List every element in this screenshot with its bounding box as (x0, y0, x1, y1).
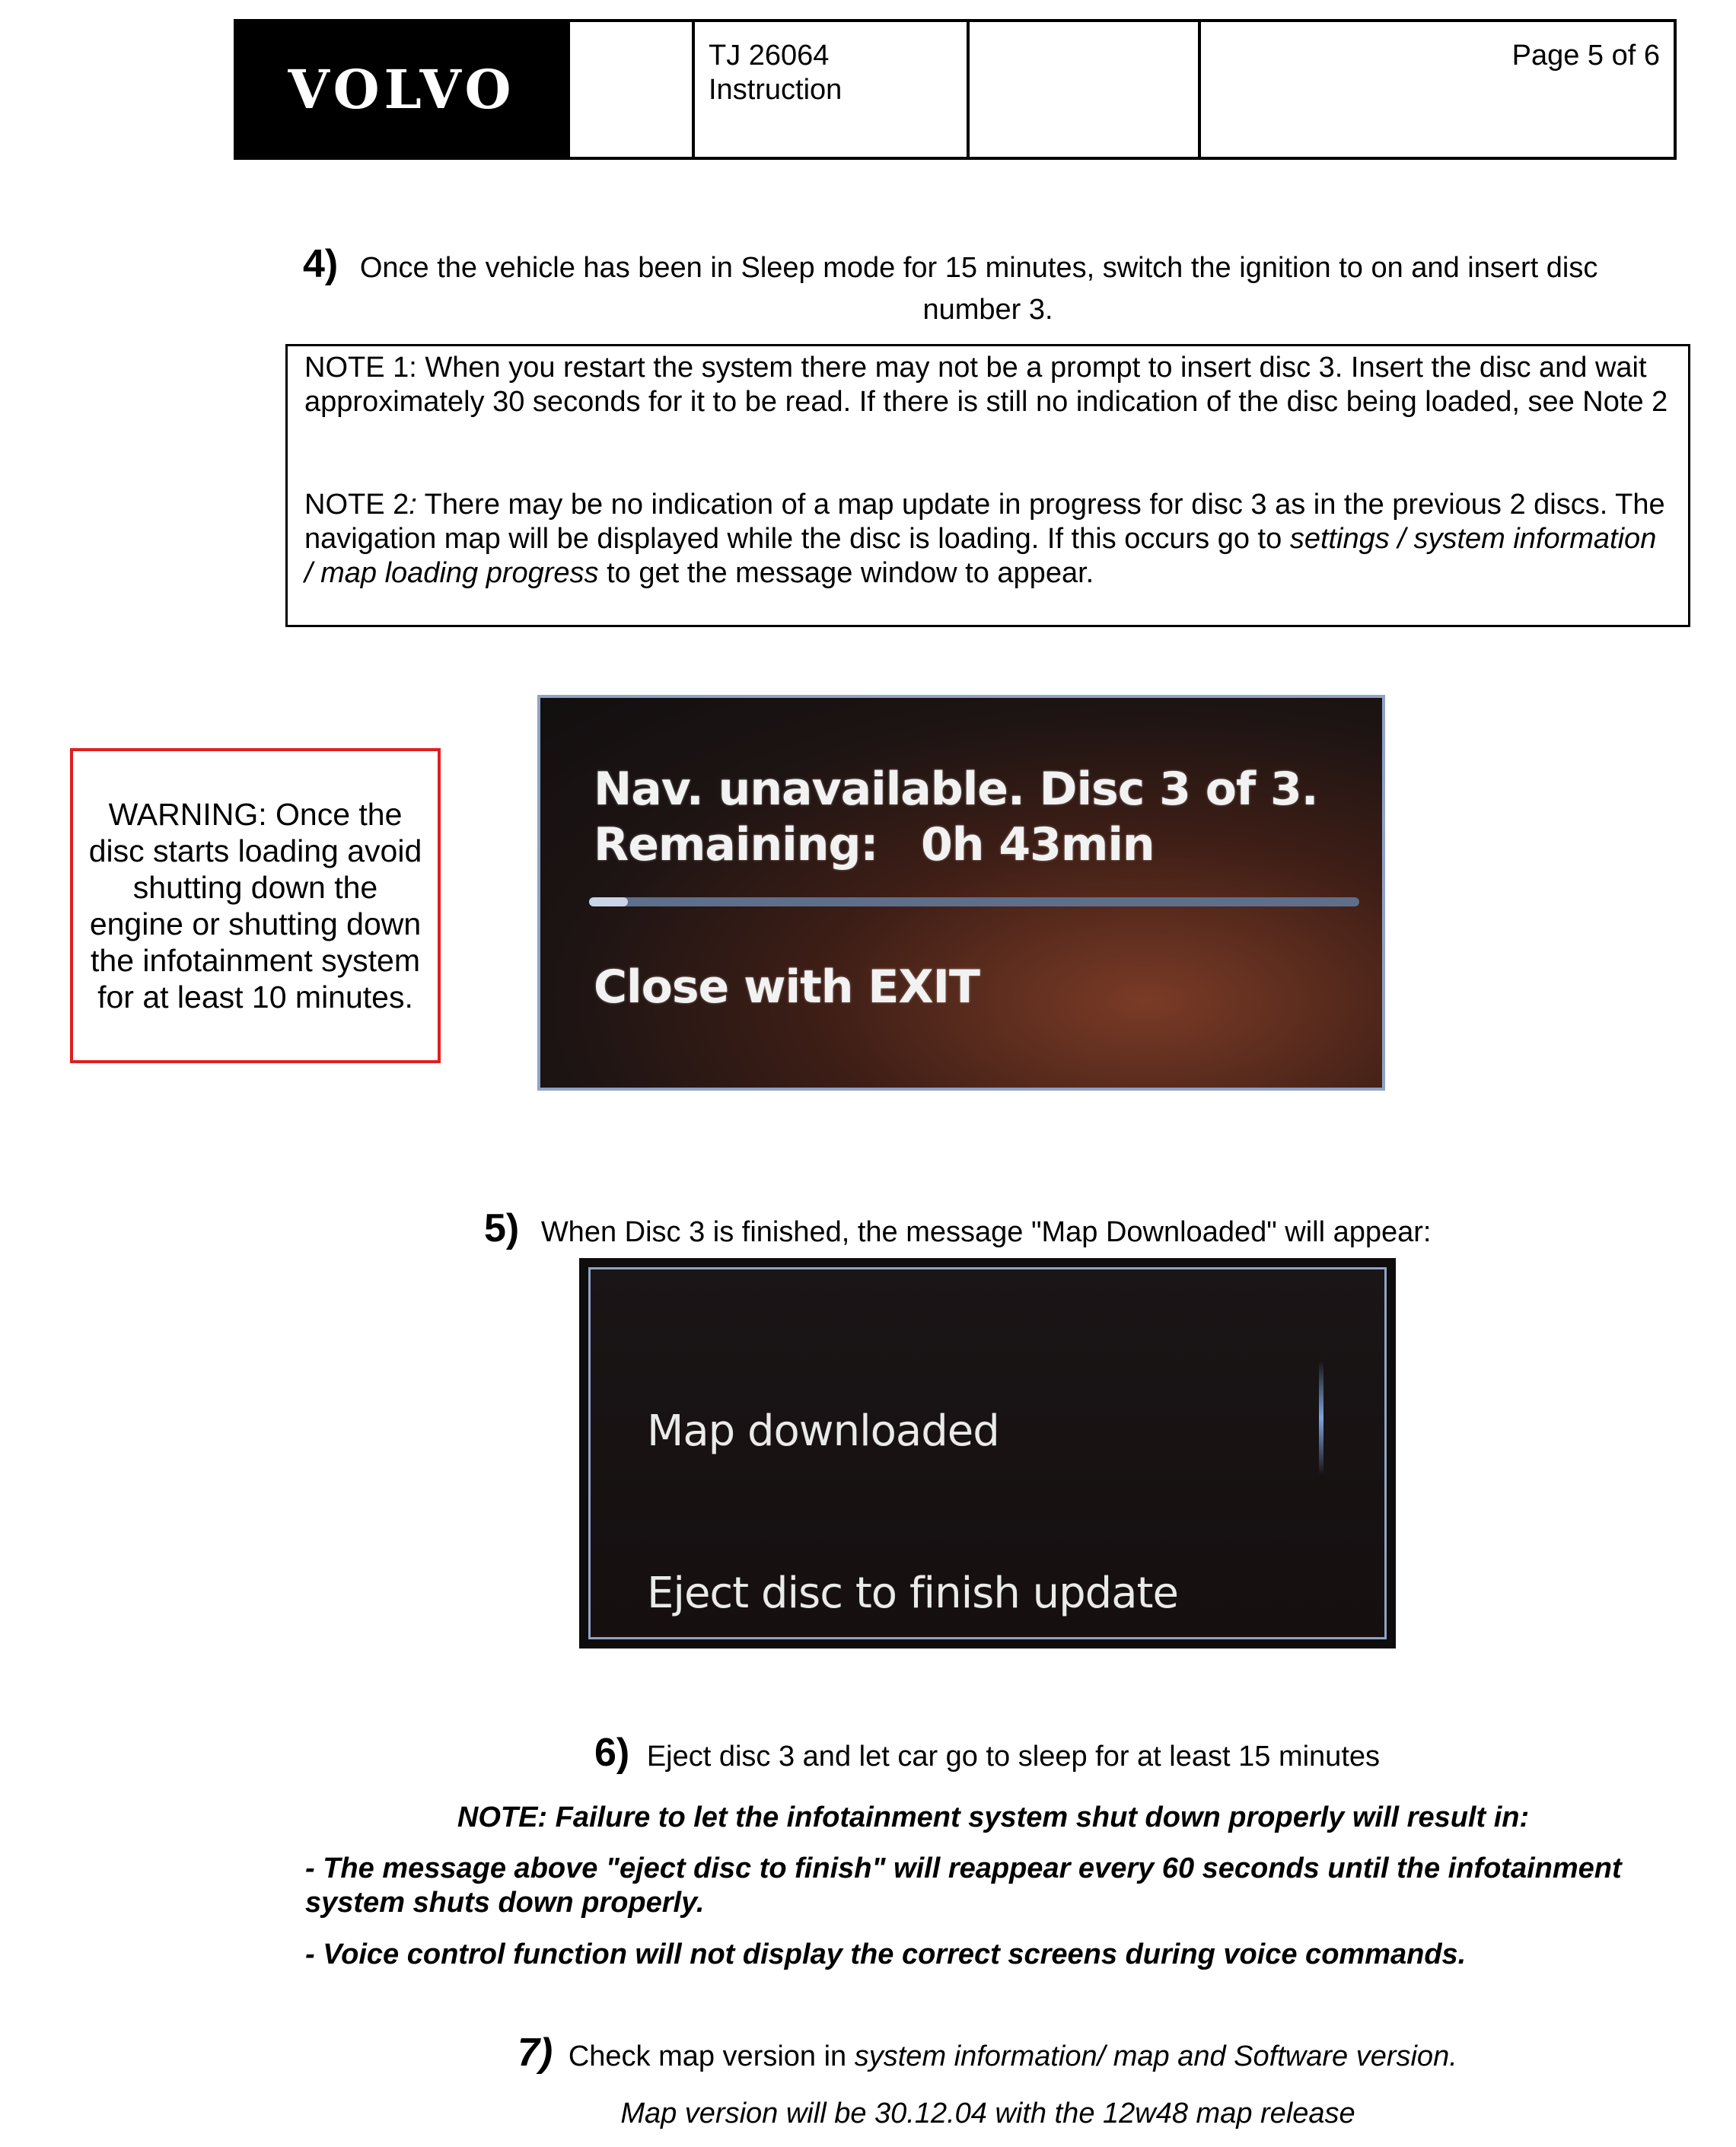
doc-id: TJ 26064 (709, 40, 830, 72)
step-4-text: Once the vehicle has been in Sleep mode for 15 minutes, switch the ignition to on and insert disc (359, 252, 1598, 284)
screen1-line1: Nav. unavailable. Disc 3 of 3. (594, 763, 1318, 816)
scroll-indicator (1319, 1361, 1324, 1475)
screen1-close-hint: Close with EXIT (594, 960, 979, 1014)
step-4-number: 4) (303, 242, 339, 286)
document-header (234, 19, 1677, 160)
map-downloaded-screen (579, 1258, 1396, 1648)
note-2-label: NOTE 2 (304, 489, 409, 521)
step-5-text: When Disc 3 is finished, the message "Map Downloaded" will appear: (540, 1216, 1432, 1248)
step-4 (303, 242, 1673, 286)
step-4-text-cont: number 3. (922, 294, 1053, 326)
map-version-line: Map version will be 30.12.04 with the 12w48 map release (620, 2098, 1355, 2129)
step-6-number: 6) (594, 1731, 630, 1775)
screen1-remaining-value: 0h 43min (921, 818, 1155, 871)
notes-box (285, 344, 1690, 627)
header-cell-empty-1 (567, 22, 692, 157)
step-7 (518, 2031, 1705, 2075)
note-2-path: settings / system information / map loading progress (304, 523, 1657, 589)
step-6 (594, 1731, 1660, 1775)
note-2-end: to get the message window to appear. (598, 557, 1094, 589)
warning-text: WARNING: Once the disc starts loading avoid shutting down the engine or shutting down the infotainment system for at least 10 minutes. (88, 797, 422, 1015)
screen2-line2: Eject disc to finish update (647, 1569, 1178, 1618)
failure-bullet-1: - The message above "eject disc to finish" will reappear every 60 seconds until the infotainment system shuts down properly. (305, 1852, 1622, 1919)
failure-note-heading: NOTE: Failure to let the infotainment system shut down properly will result in: (457, 1801, 1530, 1833)
note-2-colon: : (409, 489, 417, 521)
loading-progress-fill (589, 897, 628, 906)
page-number: Page 5 of 6 (1198, 22, 1674, 157)
step-7-text: Check map version in (568, 2040, 855, 2072)
step-6-text: Eject disc 3 and let car go to sleep for at least 15 minutes (646, 1741, 1381, 1773)
doc-type: Instruction (709, 74, 843, 106)
nav-unavailable-screen (537, 695, 1385, 1091)
header-doc-info (692, 22, 967, 157)
step-7-path: system information/ map and Software version. (854, 2040, 1457, 2072)
note-2-text: There may be no indication of a map update in progress for disc 3 as in the previous 2 discs. The navigation map will be displayed while the disc is loading. If this occurs go to (304, 489, 1665, 555)
screen2-line1: Map downloaded (647, 1406, 999, 1456)
screen2-frame (588, 1267, 1387, 1639)
header-cell-empty-2 (967, 22, 1198, 157)
warning-box (70, 748, 441, 1063)
screen1-remaining-label: Remaining: (594, 818, 878, 871)
note-2 (304, 488, 1671, 591)
step-5-number: 5) (484, 1206, 520, 1250)
volvo-logo (237, 22, 567, 157)
loading-progress-bar (589, 897, 1359, 906)
note-1: NOTE 1: When you restart the system there may not be a prompt to insert disc 3. Insert the disc and wait approximately 30 seconds for it to be read. If there is still no indication of the disc being loaded, see Note 2 (304, 352, 1668, 418)
step-5 (484, 1206, 1626, 1250)
step-7-number: 7) (518, 2031, 553, 2075)
brand-wordmark: VOLVO (288, 58, 516, 121)
failure-bullet-2: - Voice control function will not display the correct screens during voice commands. (305, 1938, 1467, 1970)
